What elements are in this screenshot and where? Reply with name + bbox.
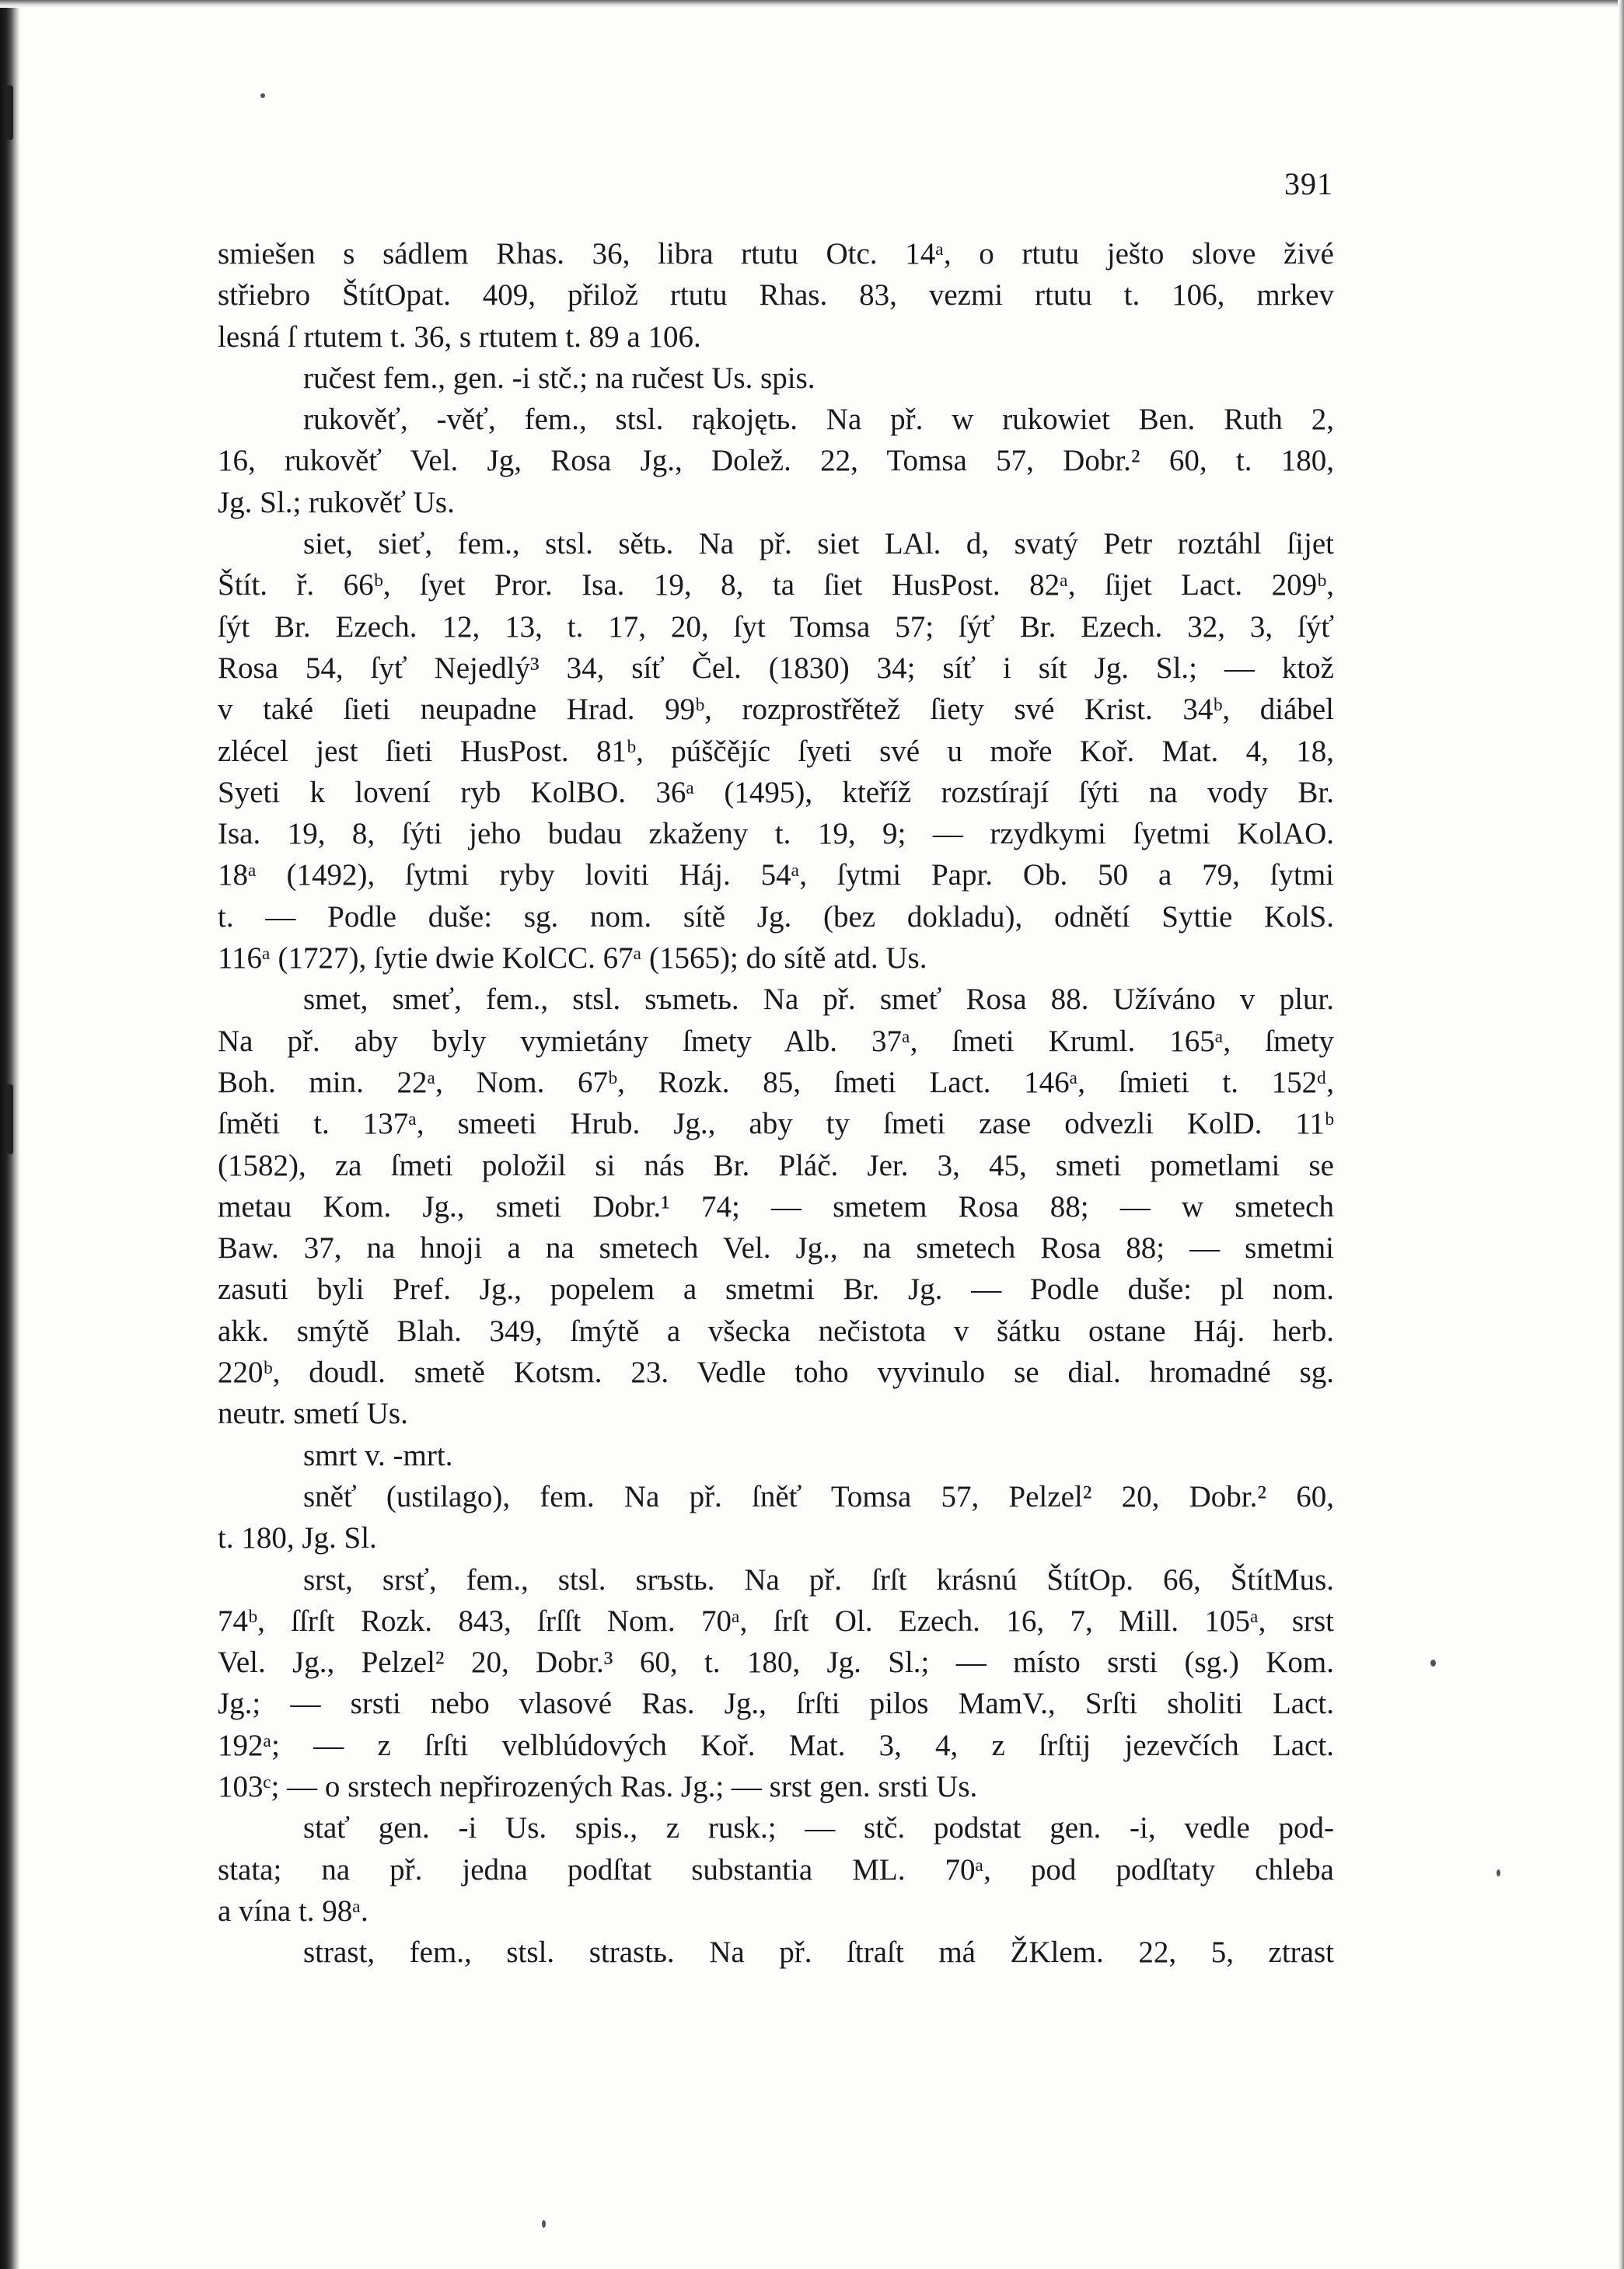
entry-siet: siet, sieť, fem., stsl. sětь. Na př. siet LAl. d, svatý Petr roztáhl ſijet: [303, 527, 1334, 561]
text-line: 16, rukověť Vel. Jg, Rosa Jg., Dolež. 22, Tomsa 57, Dobr.² 60, t. 180,: [218, 444, 1334, 478]
entry-snet: sněť (ustilago), fem. Na př. ſněť Tomsa 57, Pelzel² 20, Dobr.² 60,: [303, 1479, 1334, 1513]
text-line: stata; na př. jedna podſtat substantia ML. 70ᵃ, pod podſtaty chleba: [218, 1852, 1334, 1887]
text-line: a vína t. 98ᵃ.: [218, 1894, 368, 1928]
entry-srst: srst, srsť, fem., stsl. srъstь. Na př. ſrſt krásnú ŠtítOp. 66, ŠtítMus.: [303, 1562, 1334, 1597]
text-line: 18ᵃ (1492), ſytmi ryby loviti Háj. 54ᵃ, ſytmi Papr. Ob. 50 a 79, ſytmi: [218, 858, 1334, 892]
dust-speck: [1430, 1660, 1436, 1667]
text-line: t. — Podle duše: sg. nom. sítě Jg. (bez dokladu), odnětí Syttie KolS.: [218, 899, 1334, 934]
page-edge-top: [0, 0, 1624, 8]
text-line: Syeti k lovení ryb KolBO. 36ᵃ (1495), kteříž rozstírají ſýti na vody Br.: [218, 775, 1334, 809]
text-line: (1582), za ſmeti položil si nás Br. Pláč. Jer. 3, 45, smeti pometlami se: [218, 1148, 1334, 1182]
text-line: Jg. Sl.; rukověť Us.: [218, 485, 455, 519]
page-edge-right: [1618, 0, 1624, 2269]
entry-rukovet: rukověť, -věť, fem., stsl. rąkojętь. Na př. w rukowiet Ben. Ruth 2,: [303, 403, 1334, 437]
margin-mark: [6, 1084, 13, 1154]
page-number: 391: [1284, 166, 1333, 201]
text-line: zlécel jest ſieti HusPost. 81ᵇ, púščějíc ſyeti své u moře Koř. Mat. 4, 18,: [218, 734, 1334, 768]
text-line: střiebro ŠtítOpat. 409, přilož rtutu Rhas. 83, vezmi rtutu t. 106, mrkev: [218, 278, 1334, 312]
text-line: metau Kom. Jg., smeti Dobr.¹ 74; — smetem Rosa 88; — w smetech: [218, 1189, 1334, 1224]
text-line: Isa. 19, 8, ſýti jeho budau zkaženy t. 19, 9; — rzydkymi ſyetmi KolAO.: [218, 817, 1334, 851]
text-line: 220ᵇ, doudl. smetě Kotsm. 23. Vedle toho vyvinulo se dial. hromadné sg.: [218, 1356, 1334, 1390]
text-line: neutr. smetí Us.: [218, 1397, 408, 1431]
entry-smrt: smrt v. -mrt.: [303, 1438, 453, 1472]
dust-speck: [1497, 1869, 1500, 1876]
text-line: Štít. ř. 66ᵇ, ſyet Pror. Isa. 19, 8, ta ſiet HusPost. 82ᵃ, ſijet Lact. 209ᵇ,: [218, 568, 1334, 602]
text-line: lesná ſ rtutem t. 36, s rtutem t. 89 a 106.: [218, 319, 701, 354]
text-line: Jg.; — srsti nebo vlasové Ras. Jg., ſrſti pilos MamV., Srſti sholiti Lact.: [218, 1687, 1334, 1721]
text-line: 74ᵇ, ſſrſt Rozk. 843, ſrſſt Nom. 70ᵃ, ſrſt Ol. Ezech. 16, 7, Mill. 105ᵃ, srst: [218, 1604, 1334, 1638]
text-line: Vel. Jg., Pelzel² 20, Dobr.³ 60, t. 180, Jg. Sl.; — místo srsti (sg.) Kom.: [218, 1646, 1334, 1680]
entry-ruchest: ručest fem., gen. -i stč.; na ručest Us. spis.: [303, 361, 815, 395]
text-line: akk. smýtě Blah. 349, ſmýtě a všecka nečistota v šátku ostane Háj. herb.: [218, 1314, 1334, 1348]
entry-smet: smet, smeť, fem., stsl. sъmetь. Na př. smeť Rosa 88. Užíváno v plur.: [303, 983, 1334, 1017]
text-line: Baw. 37, na hnoji a na smetech Vel. Jg., na smetech Rosa 88; — smetmi: [218, 1231, 1334, 1265]
text-line: Na př. aby byly vymietány ſmety Alb. 37ᵃ, ſmeti Kruml. 165ᵃ, ſmety: [218, 1024, 1334, 1058]
text-line: 103ᶜ; — o srstech nepřirozených Ras. Jg.; — srst gen. srsti Us.: [218, 1769, 978, 1803]
text-line: zasuti byli Pref. Jg., popelem a smetmi Br. Jg. — Podle duše: pl nom.: [218, 1272, 1334, 1307]
text-line: ſměti t. 137ᵃ, smeeti Hrub. Jg., aby ty ſmeti zase odvezli KolD. 11ᵇ: [218, 1107, 1334, 1141]
entry-strast: strast, fem., stsl. strastь. Na př. ſtraſt má ŽKlem. 22, 5, ztrast: [303, 1936, 1334, 1970]
text-line: ſýt Br. Ezech. 12, 13, t. 17, 20, ſyt Tomsa 57; ſýť Br. Ezech. 32, 3, ſýť: [218, 609, 1334, 644]
text-line: Boh. min. 22ᵃ, Nom. 67ᵇ, Rozk. 85, ſmeti Lact. 146ᵃ, ſmieti t. 152ᵈ,: [218, 1065, 1334, 1099]
text-line: Rosa 54, ſyť Nejedlý³ 34, síť Čel. (1830) 34; síť i sít Jg. Sl.; — ktož: [218, 651, 1334, 685]
dust-speck: [542, 2220, 546, 2228]
entry-stat: stať gen. -i Us. spis., z rusk.; — stč. podstat gen. -i, vedle pod-: [303, 1811, 1334, 1845]
text-line: smiešen s sádlem Rhas. 36, libra rtutu Otc. 14ᵃ, o rtutu ješto slove živé: [218, 237, 1334, 271]
text-line: v také ſieti neupadne Hrad. 99ᵇ, rozprostřětež ſiety své Krist. 34ᵇ, diábel: [218, 693, 1334, 727]
text-line: t. 180, Jg. Sl.: [218, 1521, 377, 1555]
margin-mark: [6, 86, 13, 140]
dictionary-text: [218, 233, 1334, 1973]
text-line: 116ᵃ (1727), ſytie dwie KolCC. 67ᵃ (1565); do sítě atd. Us.: [218, 941, 927, 976]
text-line: 192ᵃ; — z ſrſti velblúdových Koř. Mat. 3, 4, z ſrſtij jezevčích Lact.: [218, 1728, 1334, 1762]
dust-speck: [260, 93, 265, 98]
